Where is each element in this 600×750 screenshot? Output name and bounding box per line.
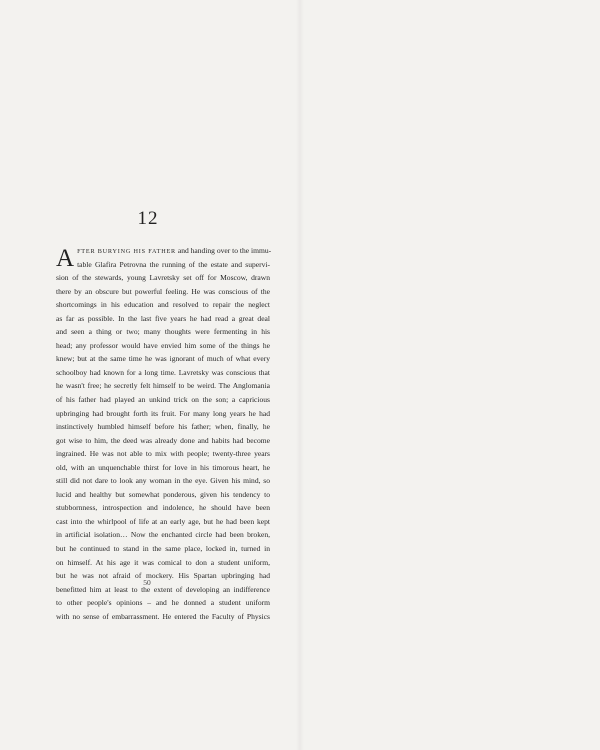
text-line: of his father had played an unkind trick on the son; a capricious	[56, 395, 270, 405]
text-line: ingrained. He was not able to mix with people; twenty-three years	[56, 449, 270, 459]
text-line: instinctively humbled himself before his father; when, finally, he	[56, 422, 270, 432]
text-line: old, with an unquenchable thirst for love in his timorous heart, he	[56, 462, 270, 472]
chapter-number: 12	[137, 208, 159, 229]
text-line: on himself. At his age it was comical to don a student uniform,	[56, 557, 270, 567]
text-line: but he continued to stand in the same place, locked in, turned in	[56, 544, 270, 554]
small-caps-opening: FTER BURYING HIS FATHER	[77, 248, 176, 255]
text-line: knew; but at the same time he was ignorant of much of what every	[56, 354, 270, 364]
text-line	[56, 244, 270, 258]
text-line: stubbornness, introspection and indolence, he should have been	[56, 503, 270, 513]
text-line: as far as possible. In the last five years he had read a great deal	[56, 313, 270, 323]
text-line: upbringing had brought forth its fruit. For many long years he had	[56, 408, 270, 418]
text-line: he wasn't free; he secretly felt himself to be weird. The Anglomania	[56, 381, 270, 391]
text-line: benefitted him at least to the extent of developing an indifference	[56, 584, 270, 594]
text-line: cast into the whirlpool of life at an early age, but he had been kept	[56, 516, 270, 526]
text-line: and seen a thing or two; many thoughts were fermenting in his	[56, 327, 270, 337]
drop-cap: A	[56, 245, 75, 272]
text-line: in artificial isolation… Now the enchanted circle had been broken,	[56, 530, 270, 540]
text-line: lucid and healthy but somewhat ponderous, given his tendency to	[56, 489, 270, 499]
page-number-left: 50	[143, 578, 151, 587]
text-line: to other people's opinions – and he donned a student uniform	[56, 598, 270, 608]
text-line: schoolboy had known for a long time. Lavretsky was conscious that	[56, 367, 270, 377]
text-line: with no sense of embarrassment. He entered the Faculty of Physics	[56, 611, 270, 621]
text-line: table Glafira Petrovna the running of the estate and supervi-	[77, 259, 270, 269]
text-line: shortcomings in his education and resolved to repair the neglect	[56, 300, 270, 310]
right-page	[300, 0, 600, 750]
text-line: head; any professor would have envied him some of the things he	[56, 340, 270, 350]
text-line: but he was not afraid of mockery. His Spartan upbringing had	[56, 571, 270, 581]
text-line: got wise to him, the deed was already done and habits had become	[56, 435, 270, 445]
text-line: sion of the stewards, young Lavretsky set off for Moscow, drawn	[56, 273, 270, 283]
text-line: still did not dare to look any woman in the eye. Given his mind, so	[56, 476, 270, 486]
first-line-rest: and handing over to the immu-	[175, 246, 272, 255]
text-line: there by an obscure but powerful feeling. He was conscious of the	[56, 286, 270, 296]
left-page-text	[56, 244, 270, 623]
